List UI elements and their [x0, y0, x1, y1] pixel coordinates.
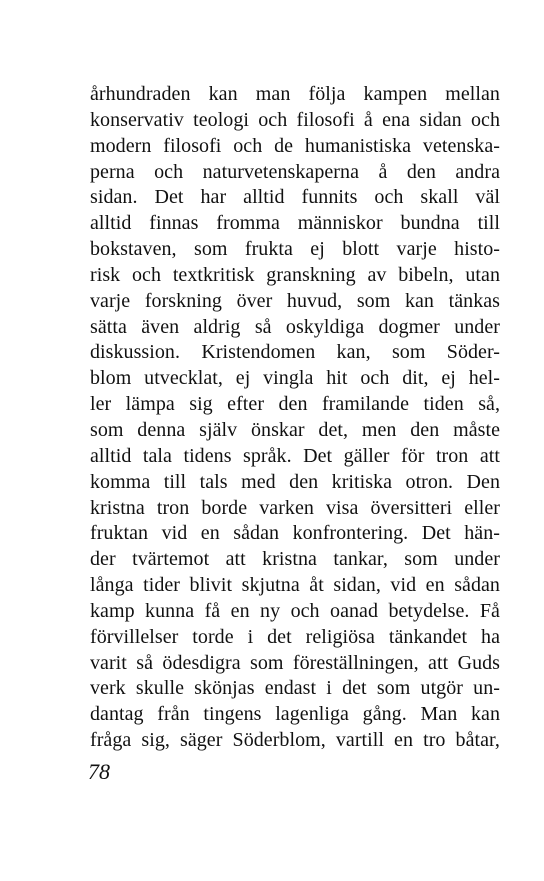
- page-number: 78: [88, 759, 110, 784]
- text-line: sidan. Det har alltid funnits och skall väl: [90, 186, 500, 209]
- text-line: perna och naturvetenskaperna å den andra: [90, 160, 500, 183]
- text-line: bokstaven, som frukta ej blott varje histo-: [90, 238, 500, 261]
- text-line: århundraden kan man följa kampen mellan: [90, 83, 500, 105]
- text-line: ler lämpa sig efter den framilande tiden så,: [90, 393, 500, 416]
- body-text: [90, 82, 500, 754]
- text-line: risk och textkritisk granskning av bibeln, utan: [90, 263, 500, 286]
- text-line: fruktan vid en sådan konfrontering. Det hän-: [90, 522, 500, 545]
- text-line: der tvärtemot att kristna tankar, som under: [90, 548, 500, 571]
- text-line: alltid tala tidens språk. Det gäller för tron att: [90, 444, 500, 467]
- text-line: diskussion. Kristendomen kan, som Söder-: [90, 341, 500, 364]
- text-line: långa tider blivit skjutna åt sidan, vid en sådan: [90, 574, 500, 597]
- text-line: kamp kunna få en ny och oanad betydelse. Få: [90, 599, 500, 622]
- text-line: blom utvecklat, ej vingla hit och dit, ej hel-: [90, 367, 500, 390]
- text-line: varje forskning över huvud, som kan tänkas: [90, 289, 500, 312]
- text-line: verk skulle skönjas endast i det som utgör un-: [90, 677, 500, 700]
- text-line: fråga sig, säger Söderblom, vartill en tro båtar,: [90, 729, 500, 752]
- text-line: modern filosofi och de humanistiska vetenska-: [90, 134, 500, 157]
- text-line: dantag från tingens lagenliga gång. Man kan: [90, 703, 500, 726]
- text-line: varit så ödesdigra som föreställningen, att Guds: [90, 651, 500, 674]
- text-line: kristna tron borde varken visa översitteri eller: [90, 496, 500, 519]
- text-line: som denna själv önskar det, men den måste: [90, 418, 500, 441]
- text-line: alltid finnas fromma människor bundna till: [90, 212, 500, 235]
- text-line: konservativ teologi och filosofi å ena sidan och: [90, 108, 500, 131]
- text-line: komma till tals med den kritiska otron. Den: [90, 470, 500, 493]
- text-line: sätta även aldrig så oskyldiga dogmer under: [90, 315, 500, 338]
- text-line: förvillelser torde i det religiösa tänkandet ha: [90, 625, 500, 648]
